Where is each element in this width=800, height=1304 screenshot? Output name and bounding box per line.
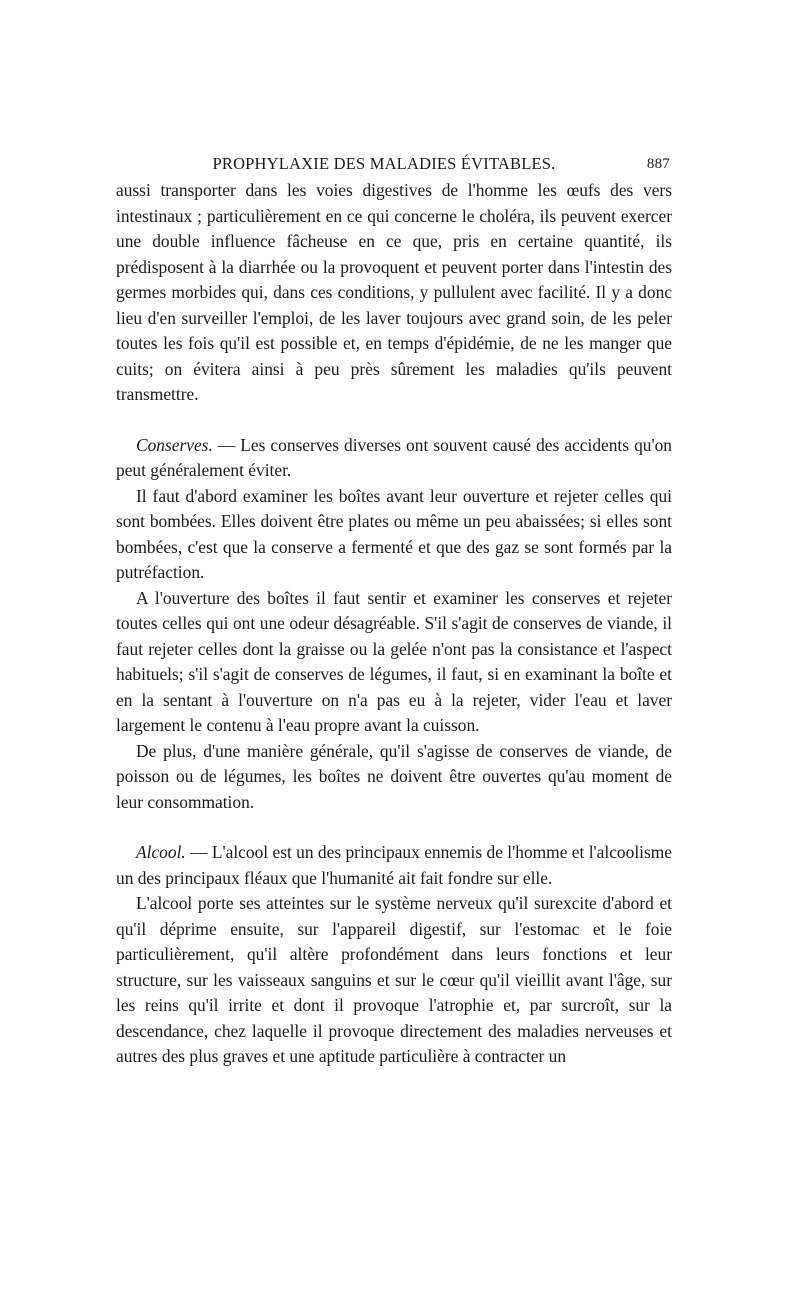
paragraph-alcohol-effects: L'alcool porte ses atteintes sur le système nerveux qu'il surexcite d'abord et qu'il déprime ensuite, sur l'appareil digestif, sur l'estomac et le foie particulièrement, qu'il altère profondément dans leurs fonctions et leur structure, sur les vaisseaux sanguins et sur le cœur qu'il vieillit avant l'âge, sur les reins qu'il irrite et dont il provoque l'atrophie et, par surcroît, sur la descendance, chez laquelle il provoque directement des maladies nerveuses et autres des plus graves et une aptitude particulière à contracter un bbox=[116, 893, 672, 1066]
conserves-section-intro bbox=[116, 433, 672, 484]
running-title: PROPHYLAXIE DES MALADIES ÉVITABLES. bbox=[212, 154, 556, 173]
paragraph-boxes-consumption: De plus, d'une manière générale, qu'il s'agisse de conserves de viande, de poisson ou de légumes, les boîtes ne doivent être ouvertes qu'au moment de leur consommation. bbox=[116, 740, 672, 812]
conserves-section-title: Conserves. bbox=[136, 434, 213, 455]
body-text bbox=[116, 178, 672, 1070]
paragraph-continuation: aussi transporter dans les voies digestives de l'homme les œufs des vers intestinaux ; particulièrement en ce qui concerne le choléra, ils peuvent exercer une double influence fâcheuse en ce que, pris en certaine quantité, ils prédisposent à la diarrhée ou la provoquent et peuvent porter dans l'intestin des germes morbides qui, dans ces conditions, y pullulent avec facilité. Il y a donc lieu d'en surveiller l'emploi, de les laver toujours avec grand soin, de les peler toutes les fois qu'il est possible et, en temps d'épidémie, de ne les manger que cuits; on évitera ainsi à peu près sûrement les maladies qu'ils peuvent transmettre. bbox=[116, 180, 672, 404]
alcool-section-intro bbox=[116, 840, 672, 891]
conserves-intro-text: — Les conserves diverses ont souvent causé des accidents qu'on peut généralement éviter. bbox=[116, 434, 672, 480]
alcool-intro-text: — L'alcool est un des principaux ennemis de l'homme et l'alcoolisme un des principaux fléaux que l'humanité ait fait fondre sur elle. bbox=[116, 842, 672, 888]
alcool-section-title: Alcool. bbox=[136, 842, 186, 862]
running-header bbox=[116, 150, 672, 178]
paragraph-boxes-bulging: Il faut d'abord examiner les boîtes avant leur ouverture et rejeter celles qui sont bombées. Elles doivent être plates ou même un peu abaissées; si elles sont bombées, c'est que la conserve a fermenté et que des gaz se sont formés par la putréfaction. bbox=[116, 485, 672, 582]
page-number: 887 bbox=[646, 156, 670, 172]
paragraph-boxes-opening: A l'ouverture des boîtes il faut sentir et examiner les conserves et rejeter toutes celles qui ont une odeur désagréable. S'il s'agit de conserves de viande, il faut rejeter celles dont la graisse ou la gelée n'ont pas la consistance et l'aspect habituels; s'il s'agit de conserves de légumes, il faut, si en examinant la boîte et en la sentant à l'ouverture on n'a pas eu à la rejeter, vider l'eau et laver largement le contenu à l'eau propre avant la cuisson. bbox=[116, 587, 672, 735]
book-page bbox=[116, 150, 672, 1070]
